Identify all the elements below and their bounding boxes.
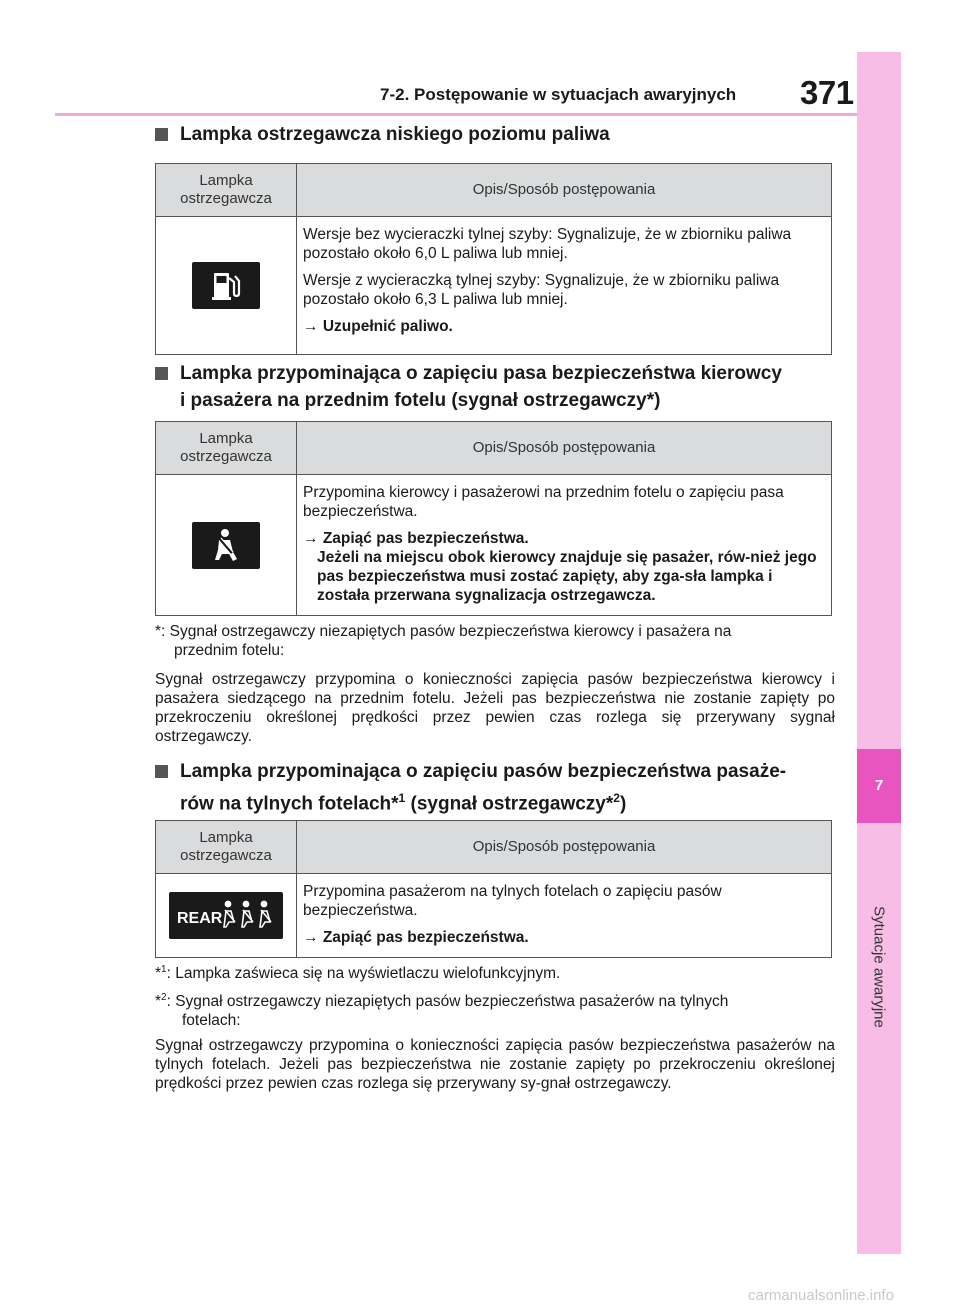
table-header-lamp: Lampka ostrzegawcza xyxy=(156,821,297,874)
action-detail-text: Jeżeli na miejscu obok kierowcy znajduje się pasażer, rów-nież jego pas bezpieczeństwa musi zostać zapięty, aby zga-sła lampka i została przerwana sygnalizacja ostrzegawcza. xyxy=(317,549,817,604)
action-text: → Zapiąć pas bezpieczeństwa. xyxy=(303,530,529,547)
description-cell xyxy=(297,475,832,616)
description-cell xyxy=(297,217,832,355)
header-divider xyxy=(55,113,857,116)
heading-rear-seatbelt: Lampka przypominająca o zapięciu pasów bezpieczeństwa pasaże- rów na tylnych fotelach*$^1$ (sygnał ostrzegawczy*$^2$) xyxy=(160,758,786,817)
fuel-warning-table xyxy=(155,163,832,355)
bullet-square-icon xyxy=(155,367,168,380)
description-text: Przypomina pasażerom na tylnych fotelach o zapięciu pasów bezpieczeństwa. xyxy=(303,883,722,919)
watermark: carmanualsonline.info xyxy=(748,1287,894,1304)
footnote: *: Sygnał ostrzegawczy niezapiętych pasów bezpieczeństwa kierowcy i pasażera na przednim fotelu: xyxy=(155,623,732,659)
rear-seatbelt-icon xyxy=(169,892,283,939)
bullet-square-icon xyxy=(155,128,168,141)
table-header-description: Opis/Sposób postępowania xyxy=(297,821,832,874)
paragraph: Sygnał ostrzegawczy przypomina o konieczności zapięcia pasów bezpieczeństwa kierowcy i pasażera siedzącego na przednim fotelu. Jeżeli pas bezpieczeństwa nie zostanie zapięty po przekroczeniu określonej prędkości przez pewien czas rozlega się przerywany sygnał ostrzegawczy. xyxy=(155,671,835,745)
table-header-lamp: Lampka ostrzegawcza xyxy=(156,164,297,217)
description-text: Wersje bez wycieraczki tylnej szyby: Sygnalizuje, że w zbiorniku paliwa pozostało około 6,0 L paliwa lub mniej. xyxy=(303,226,792,262)
description-text: Wersje z wycieraczką tylnej szyby: Sygnalizuje, że w zbiorniku paliwa pozostało około 6,3 L paliwa lub mniej. xyxy=(303,272,780,308)
rear-icon-label: REAR xyxy=(177,910,223,927)
action-text: → Uzupełnić paliwo. xyxy=(303,318,453,335)
table-header-lamp: Lampka ostrzegawcza xyxy=(156,422,297,475)
front-seatbelt-table xyxy=(155,421,832,616)
footnote-1: *$^1$: Lampka zaświeca się na wyświetlaczu wielofunkcyjnym. xyxy=(155,964,561,983)
icon-cell xyxy=(156,475,297,616)
chapter-number: 7 xyxy=(857,749,901,823)
rear-seatbelt-table xyxy=(155,820,832,958)
icon-cell xyxy=(156,217,297,355)
chapter-side-tab xyxy=(857,52,901,1254)
paragraph: Sygnał ostrzegawczy przypomina o konieczności zapięcia pasów bezpieczeństwa pasażerów na tylnych fotelach. Jeżeli pas bezpieczeństwa nie zostanie zapięty po przekroczeniu określonej prędkości przez pewien czas rozlega się przerywany sy-gnał ostrzegawczy. xyxy=(155,1037,835,1092)
footnote-2: *$^2$: Sygnał ostrzegawczy niezapiętych pasów bezpieczeństwa pasażerów na tylnych fotelach: xyxy=(155,992,729,1030)
table-header-description: Opis/Sposób postępowania xyxy=(297,164,832,217)
page-number: 371 xyxy=(800,74,854,111)
heading-front-seatbelt: Lampka przypominająca o zapięciu pasa bezpieczeństwa kierowcy i pasażera na przednim fotelu (sygnał ostrzegawczy*) xyxy=(160,360,782,414)
table-header-description: Opis/Sposób postępowania xyxy=(297,422,832,475)
description-cell xyxy=(297,874,832,958)
chapter-title: Sytuacje awaryjne xyxy=(870,906,888,1028)
section-title: 7-2. Postępowanie w sytuacjach awaryjnych xyxy=(380,85,737,104)
description-text: Przypomina kierowcy i pasażerowi na przednim fotelu o zapięciu pasa bezpieczeństwa. xyxy=(303,484,784,520)
bullet-square-icon xyxy=(155,765,168,778)
heading-fuel-warning: Lampka ostrzegawcza niskiego poziomu paliwa xyxy=(160,121,610,148)
fuel-pump-icon xyxy=(192,262,260,309)
seatbelt-icon xyxy=(192,522,260,569)
action-text: → Zapiąć pas bezpieczeństwa. xyxy=(303,929,529,946)
icon-cell xyxy=(156,874,297,958)
